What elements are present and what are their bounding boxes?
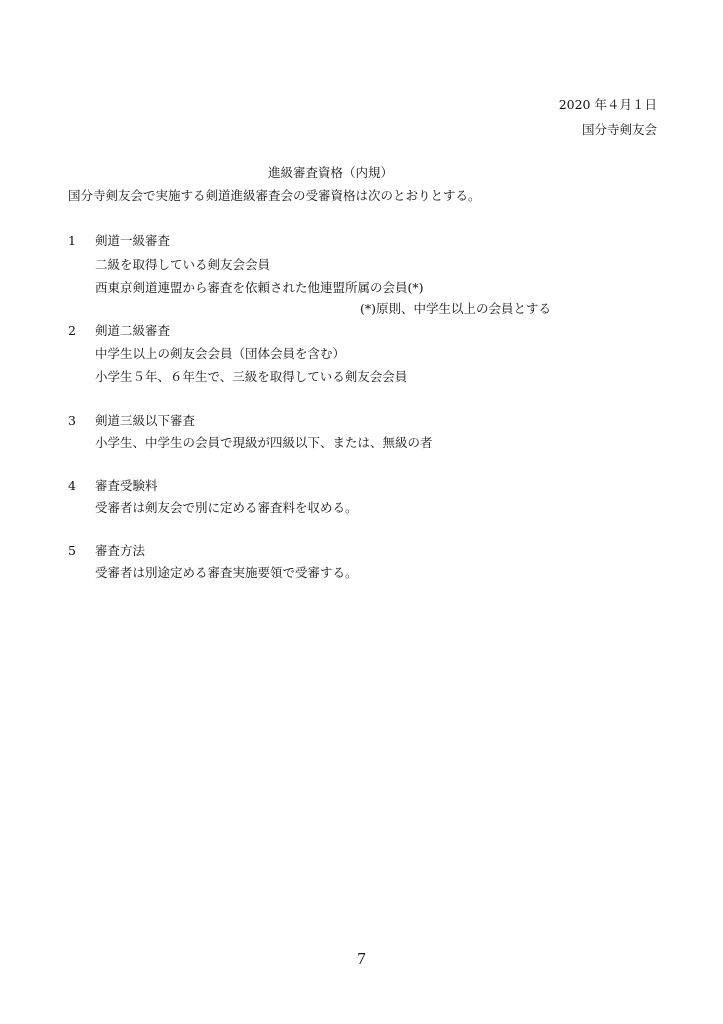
intro-paragraph: 国分寺剣友会で実施する剣道進級審査会の受審資格は次のとおりとする。 xyxy=(68,188,481,203)
section-line: 西東京剣道連盟から審査を依頼された他連盟所属の会員(*) xyxy=(95,280,424,295)
section-line: 小学生、中学生の会員で現級が四級以下、または、無級の者 xyxy=(95,435,433,450)
section-number: 3 xyxy=(68,413,76,428)
section-line: 小学生５年、６年生で、三級を取得している剣友会会員 xyxy=(95,369,408,384)
section-heading: 剣道二級審査 xyxy=(95,323,171,338)
section-line: 受審者は別途定める審査実施要領で受審する。 xyxy=(95,565,358,580)
document-date: 2020 年４月１日 xyxy=(558,97,657,112)
section-number: 1 xyxy=(68,233,76,248)
section-line: 中学生以上の剣友会会員（団体会員を含む） xyxy=(95,346,346,361)
section-number: 4 xyxy=(68,478,76,493)
page-number: 7 xyxy=(357,949,366,968)
section-heading: 剣道一級審査 xyxy=(95,233,171,248)
section-note: (*)原則、中学生以上の会員とする xyxy=(360,301,552,316)
section-heading: 審査受験料 xyxy=(95,478,158,493)
section-line: 二級を取得している剣友会会員 xyxy=(95,257,271,272)
section-number: 5 xyxy=(68,543,76,558)
section-number: 2 xyxy=(68,323,76,338)
section-heading: 審査方法 xyxy=(95,543,146,558)
document-title: 進級審査資格（内規） xyxy=(268,165,394,180)
section-heading: 剣道三級以下審査 xyxy=(95,413,196,428)
section-line: 受審者は剣友会で別に定める審査料を収める。 xyxy=(95,500,358,515)
organization-name: 国分寺剣友会 xyxy=(581,122,657,137)
